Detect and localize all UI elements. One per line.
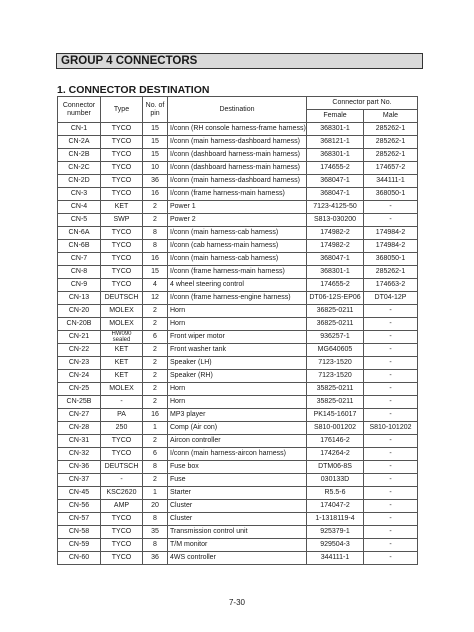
cell-destination: I/conn (dashboard harness-main harness) [168,149,307,162]
cell-male-part: 368050-1 [364,253,418,266]
cell-female-part: 35825-0211 [307,383,364,396]
cell-female-part: DTM06-8S [307,461,364,474]
cell-type: TYCO [101,188,143,201]
cell-female-part: R5.5-6 [307,487,364,500]
cell-connector-number: CN-20B [58,318,101,331]
cell-female-part: 344111-1 [307,552,364,565]
cell-connector-number: CN-8 [58,266,101,279]
cell-female-part: 368301-1 [307,266,364,279]
table-row [58,292,418,305]
header-connector-number: Connector number [58,97,101,123]
connector-table [57,96,418,565]
cell-destination: I/conn (main harness-cab harness) [168,253,307,266]
cell-connector-number: CN-2D [58,175,101,188]
cell-connector-number: CN-45 [58,487,101,500]
cell-female-part: 176146-2 [307,435,364,448]
cell-connector-number: CN-7 [58,253,101,266]
cell-type: KET [101,370,143,383]
cell-pin-count: 2 [143,435,168,448]
cell-male-part: 285262-1 [364,136,418,149]
cell-pin-count: 2 [143,305,168,318]
cell-male-part: - [364,539,418,552]
cell-pin-count: 2 [143,318,168,331]
header-part-no: Connector part No. [307,97,418,110]
table-row [58,149,418,162]
table-row [58,539,418,552]
table-row [58,474,418,487]
cell-pin-count: 15 [143,136,168,149]
table-row [58,500,418,513]
cell-female-part: 174655-2 [307,279,364,292]
cell-female-part: 925379-1 [307,526,364,539]
table-row [58,201,418,214]
cell-pin-count: 8 [143,539,168,552]
cell-destination: Fuse [168,474,307,487]
cell-male-part: - [364,201,418,214]
cell-male-part: - [364,305,418,318]
cell-female-part: 368121-1 [307,136,364,149]
cell-destination: Starter [168,487,307,500]
cell-female-part: DT06-12S-EP06 [307,292,364,305]
cell-destination: Horn [168,305,307,318]
table-row [58,240,418,253]
table-row [58,175,418,188]
cell-connector-number: CN-27 [58,409,101,422]
cell-destination: I/conn (frame harness-main harness) [168,188,307,201]
cell-pin-count: 8 [143,461,168,474]
cell-connector-number: CN-22 [58,344,101,357]
cell-pin-count: 2 [143,383,168,396]
cell-destination: Power 2 [168,214,307,227]
cell-male-part: 285262-1 [364,266,418,279]
table-row [58,214,418,227]
cell-female-part: 174047-2 [307,500,364,513]
cell-pin-count: 8 [143,240,168,253]
cell-female-part: 368301-1 [307,123,364,136]
cell-male-part: - [364,357,418,370]
cell-destination: Transmission control unit [168,526,307,539]
cell-male-part: - [364,318,418,331]
cell-type: TYCO [101,526,143,539]
cell-male-part: - [364,214,418,227]
table-row [58,318,418,331]
cell-destination: Front washer tank [168,344,307,357]
cell-destination: Fuse box [168,461,307,474]
cell-destination: I/conn (RH console harness-frame harness) [168,123,307,136]
cell-type: TYCO [101,240,143,253]
cell-pin-count: 8 [143,227,168,240]
table-row [58,448,418,461]
cell-male-part: 174984-2 [364,240,418,253]
cell-destination: Speaker (RH) [168,370,307,383]
cell-male-part: 368050-1 [364,188,418,201]
cell-type: DEUTSCH [101,461,143,474]
cell-type: TYCO [101,448,143,461]
cell-type: - [101,474,143,487]
cell-destination: Horn [168,318,307,331]
cell-connector-number: CN-37 [58,474,101,487]
table-row [58,123,418,136]
cell-female-part: 7123-1520 [307,357,364,370]
table-row [58,487,418,500]
cell-male-part: 174663-2 [364,279,418,292]
cell-pin-count: 2 [143,344,168,357]
cell-pin-count: 16 [143,253,168,266]
cell-type: TYCO [101,253,143,266]
cell-pin-count: 20 [143,500,168,513]
cell-connector-number: CN-6A [58,227,101,240]
cell-male-part: 174657-2 [364,162,418,175]
section-title: 1. CONNECTOR DESTINATION [57,84,210,96]
cell-type: TYCO [101,552,143,565]
cell-pin-count: 35 [143,526,168,539]
cell-type: TYCO [101,266,143,279]
cell-destination: Comp (Air con) [168,422,307,435]
cell-pin-count: 2 [143,357,168,370]
cell-connector-number: CN-1 [58,123,101,136]
table-row [58,409,418,422]
cell-connector-number: CN-6B [58,240,101,253]
cell-destination: Cluster [168,513,307,526]
cell-male-part: - [364,396,418,409]
cell-male-part: 285262-1 [364,123,418,136]
cell-type: KET [101,344,143,357]
table-row [58,422,418,435]
table-row [58,383,418,396]
cell-type: KSC2620 [101,487,143,500]
table-row [58,526,418,539]
cell-type: TYCO [101,513,143,526]
cell-destination: I/conn (frame harness-main harness) [168,266,307,279]
table-row [58,552,418,565]
cell-pin-count: 6 [143,331,168,344]
cell-pin-count: 2 [143,396,168,409]
cell-pin-count: 16 [143,188,168,201]
cell-pin-count: 36 [143,552,168,565]
table-row [58,136,418,149]
cell-type: TYCO [101,435,143,448]
cell-connector-number: CN-2C [58,162,101,175]
cell-destination: Power 1 [168,201,307,214]
cell-female-part: S810-001202 [307,422,364,435]
cell-type: TYCO [101,123,143,136]
cell-destination: MP3 player [168,409,307,422]
cell-male-part: - [364,370,418,383]
cell-connector-number: CN-13 [58,292,101,305]
cell-connector-number: CN-36 [58,461,101,474]
table-row [58,461,418,474]
cell-pin-count: 2 [143,474,168,487]
cell-type: TYCO [101,136,143,149]
cell-connector-number: CN-57 [58,513,101,526]
cell-female-part: 36825-0211 [307,305,364,318]
cell-female-part: 174264-2 [307,448,364,461]
cell-female-part: 35825-0211 [307,396,364,409]
cell-female-part: PK145-16017 [307,409,364,422]
cell-connector-number: CN-3 [58,188,101,201]
cell-pin-count: 1 [143,487,168,500]
cell-pin-count: 15 [143,123,168,136]
table-row [58,435,418,448]
header-destination: Destination [168,97,307,123]
cell-type: PA [101,409,143,422]
cell-type: TYCO [101,279,143,292]
table-row [58,331,418,344]
cell-connector-number: CN-4 [58,201,101,214]
cell-pin-count: 6 [143,448,168,461]
cell-destination: Horn [168,396,307,409]
cell-type: TYCO [101,539,143,552]
cell-female-part: 030133D [307,474,364,487]
cell-pin-count: 15 [143,149,168,162]
cell-female-part: 7123-4125-50 [307,201,364,214]
cell-type: TYCO [101,227,143,240]
cell-female-part: 174982-2 [307,240,364,253]
cell-type: MOLEX [101,305,143,318]
cell-pin-count: 15 [143,266,168,279]
cell-destination: 4WS controller [168,552,307,565]
cell-male-part: - [364,526,418,539]
cell-connector-number: CN-2A [58,136,101,149]
cell-male-part: - [364,383,418,396]
cell-destination: I/conn (main harness-dashboard harness) [168,175,307,188]
cell-connector-number: CN-25 [58,383,101,396]
cell-pin-count: 2 [143,370,168,383]
cell-type: DEUTSCH [101,292,143,305]
cell-destination: I/conn (frame harness-engine harness) [168,292,307,305]
table-row [58,227,418,240]
table-row [58,344,418,357]
cell-type: KET [101,357,143,370]
table-row [58,305,418,318]
cell-connector-number: CN-21 [58,331,101,344]
cell-connector-number: CN-25B [58,396,101,409]
cell-male-part: - [364,461,418,474]
header-no-of-pin: No. of pin [143,97,168,123]
cell-female-part: 174982-2 [307,227,364,240]
cell-connector-number: CN-24 [58,370,101,383]
table-row [58,396,418,409]
cell-connector-number: CN-28 [58,422,101,435]
cell-type: SWP [101,214,143,227]
cell-female-part: MG640605 [307,344,364,357]
cell-type: TYCO [101,162,143,175]
cell-connector-number: CN-56 [58,500,101,513]
cell-female-part: S813-030200 [307,214,364,227]
cell-destination: 4 wheel steering control [168,279,307,292]
cell-connector-number: CN-23 [58,357,101,370]
cell-male-part: - [364,552,418,565]
cell-connector-number: CN-2B [58,149,101,162]
cell-connector-number: CN-20 [58,305,101,318]
cell-pin-count: 4 [143,279,168,292]
cell-pin-count: 2 [143,214,168,227]
cell-type: HW090 sealed [101,331,143,344]
page-number: 7-30 [228,598,245,607]
cell-male-part: DT04-12P [364,292,418,305]
cell-connector-number: CN-59 [58,539,101,552]
cell-pin-count: 10 [143,162,168,175]
cell-pin-count: 8 [143,513,168,526]
cell-type: TYCO [101,149,143,162]
table-row [58,357,418,370]
cell-pin-count: 12 [143,292,168,305]
cell-male-part: - [364,448,418,461]
cell-destination: Horn [168,383,307,396]
cell-destination: I/conn (main harness-dashboard harness) [168,136,307,149]
cell-female-part: 368047-1 [307,188,364,201]
cell-destination: Speaker (LH) [168,357,307,370]
cell-male-part: - [364,487,418,500]
cell-male-part: - [364,344,418,357]
table-row [58,253,418,266]
cell-female-part: 1-1318119-4 [307,513,364,526]
cell-connector-number: CN-9 [58,279,101,292]
cell-male-part: - [364,409,418,422]
cell-pin-count: 16 [143,409,168,422]
cell-female-part: 368301-1 [307,149,364,162]
cell-destination: Cluster [168,500,307,513]
header-female: Female [307,110,364,123]
cell-male-part: 344111-1 [364,175,418,188]
cell-female-part: 936257-1 [307,331,364,344]
cell-connector-number: CN-5 [58,214,101,227]
cell-female-part: 929504-3 [307,539,364,552]
table-row [58,188,418,201]
table-row [58,279,418,292]
cell-type: AMP [101,500,143,513]
cell-male-part: - [364,513,418,526]
cell-pin-count: 36 [143,175,168,188]
cell-destination: Aircon controller [168,435,307,448]
cell-type: MOLEX [101,318,143,331]
cell-female-part: 368047-1 [307,175,364,188]
cell-male-part: 285262-1 [364,149,418,162]
cell-type: TYCO [101,175,143,188]
cell-male-part: S810-101202 [364,422,418,435]
header-male: Male [364,110,418,123]
cell-type: 250 [101,422,143,435]
cell-female-part: 174655-2 [307,162,364,175]
cell-type: KET [101,201,143,214]
cell-pin-count: 1 [143,422,168,435]
cell-connector-number: CN-31 [58,435,101,448]
cell-destination: I/conn (cab harness-main harness) [168,240,307,253]
cell-connector-number: CN-32 [58,448,101,461]
cell-male-part: - [364,474,418,487]
cell-type: - [101,396,143,409]
cell-female-part: 368047-1 [307,253,364,266]
group-title: GROUP 4 CONNECTORS [56,53,423,69]
cell-destination: I/conn (main harness-aircon harness) [168,448,307,461]
cell-pin-count: 2 [143,201,168,214]
cell-female-part: 7123-1520 [307,370,364,383]
table-row [58,370,418,383]
cell-type: MOLEX [101,383,143,396]
cell-destination: I/conn (main harness-cab harness) [168,227,307,240]
cell-male-part: 174984-2 [364,227,418,240]
cell-destination: Front wiper motor [168,331,307,344]
table-row [58,162,418,175]
table-row [58,513,418,526]
cell-destination: T/M monitor [168,539,307,552]
cell-male-part: - [364,500,418,513]
cell-connector-number: CN-60 [58,552,101,565]
header-type: Type [101,97,143,123]
table-row [58,266,418,279]
cell-female-part: 36825-0211 [307,318,364,331]
cell-male-part: - [364,331,418,344]
cell-connector-number: CN-58 [58,526,101,539]
cell-male-part: - [364,435,418,448]
cell-destination: I/conn (dashboard harness-main harness) [168,162,307,175]
